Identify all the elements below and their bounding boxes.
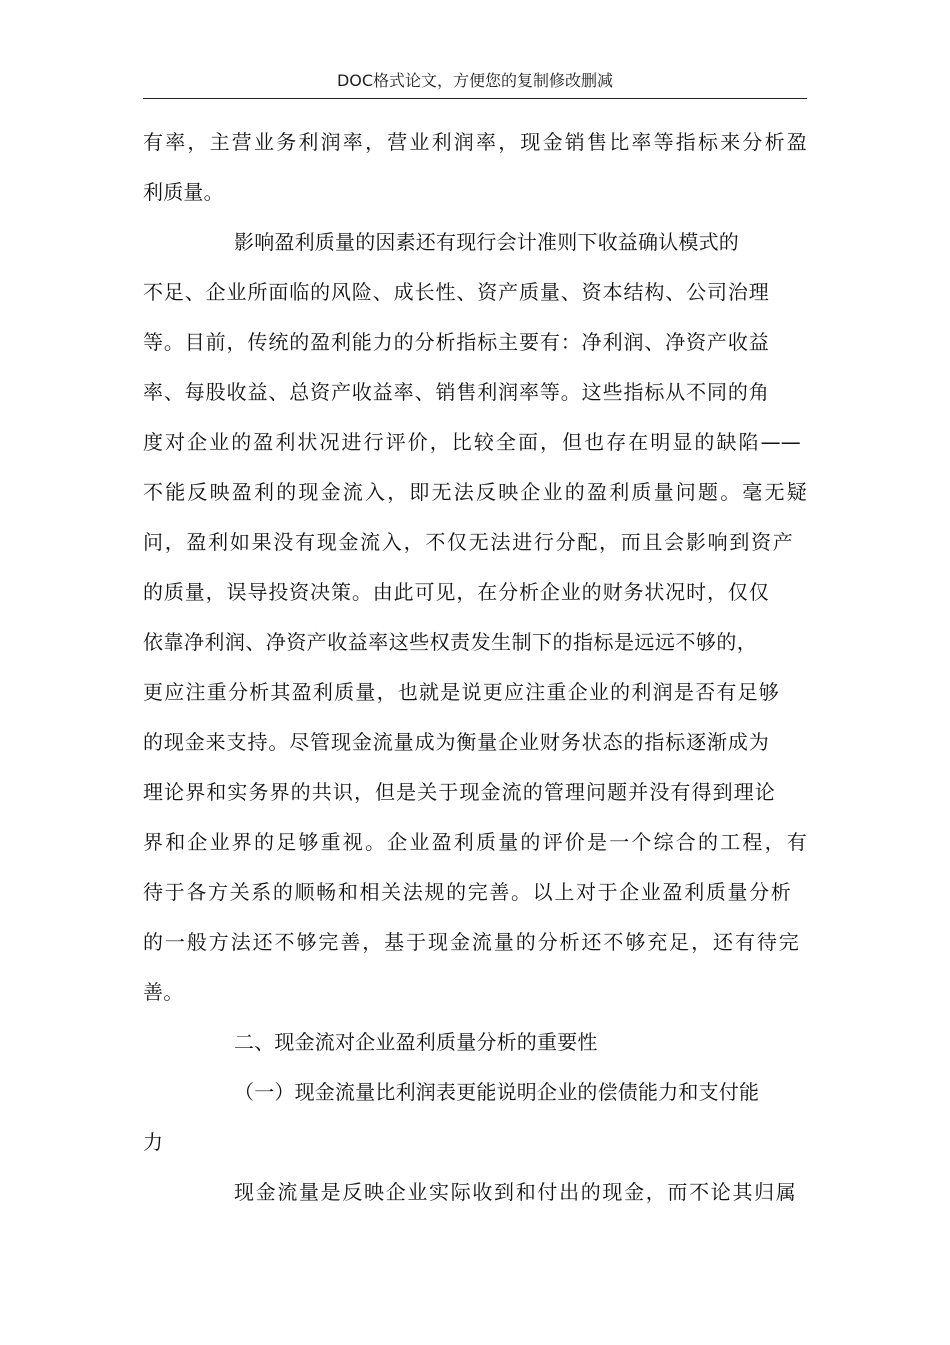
text-line: 有率，主营业务利润率，营业利润率，现金销售比率等指标来分析盈 [143, 130, 807, 154]
text-line: 等。目前，传统的盈利能力的分析指标主要有：净利润、净资产收益 [143, 330, 769, 354]
text-line: 界和企业界的足够重视。企业盈利质量的评价是一个综合的工程，有 [143, 830, 807, 854]
text-line: 善。 [143, 980, 184, 1004]
section-heading: 二、现金流对企业盈利质量分析的重要性 [234, 1030, 598, 1054]
text-line: 理论界和实务界的共识，但是关于现金流的管理问题并没有得到理论 [143, 780, 775, 804]
text-line: 影响盈利质量的因素还有现行会计准则下收益确认模式的 [234, 230, 739, 254]
text-line: 待于各方关系的顺畅和相关法规的完善。以上对于企业盈利质量分析 [143, 880, 791, 904]
text-line: 不能反映盈利的现金流入，即无法反映企业的盈利质量问题。毫无疑 [143, 480, 807, 504]
text-line: 度对企业的盈利状况进行评价，比较全面，但也存在明显的缺陷—— [143, 430, 801, 454]
text-line: 更应注重分析其盈利质量，也就是说更应注重企业的利润是否有足够 [143, 680, 779, 704]
page-header: DOC格式论文，方便您的复制修改删减 [143, 66, 807, 99]
text-line: 利质量。 [143, 180, 224, 204]
subsection-heading: 力 [143, 1130, 164, 1154]
text-line: 率、每股收益、总资产收益率、销售利润率等。这些指标从不同的角 [143, 380, 769, 404]
text-line: 的现金来支持。尽管现金流量成为衡量企业财务状态的指标逐渐成为 [143, 730, 769, 754]
subsection-heading: （一）现金流量比利润表更能说明企业的偿债能力和支付能 [234, 1080, 760, 1104]
text-line: 问，盈利如果没有现金流入，不仅无法进行分配，而且会影响到资产 [143, 530, 793, 554]
text-line: 的质量，误导投资决策。由此可见，在分析企业的财务状况时，仅仅 [143, 580, 769, 604]
text-line: 现金流量是反映企业实际收到和付出的现金，而不论其归属 [234, 1180, 796, 1204]
text-line: 依靠净利润、净资产收益率这些权责发生制下的指标是远远不够的， [143, 630, 757, 654]
text-line: 的一般方法还不够完善，基于现金流量的分析还不够充足，还有待完 [143, 930, 799, 954]
text-line: 不足、企业所面临的风险、成长性、资产质量、资本结构、公司治理 [143, 280, 769, 304]
